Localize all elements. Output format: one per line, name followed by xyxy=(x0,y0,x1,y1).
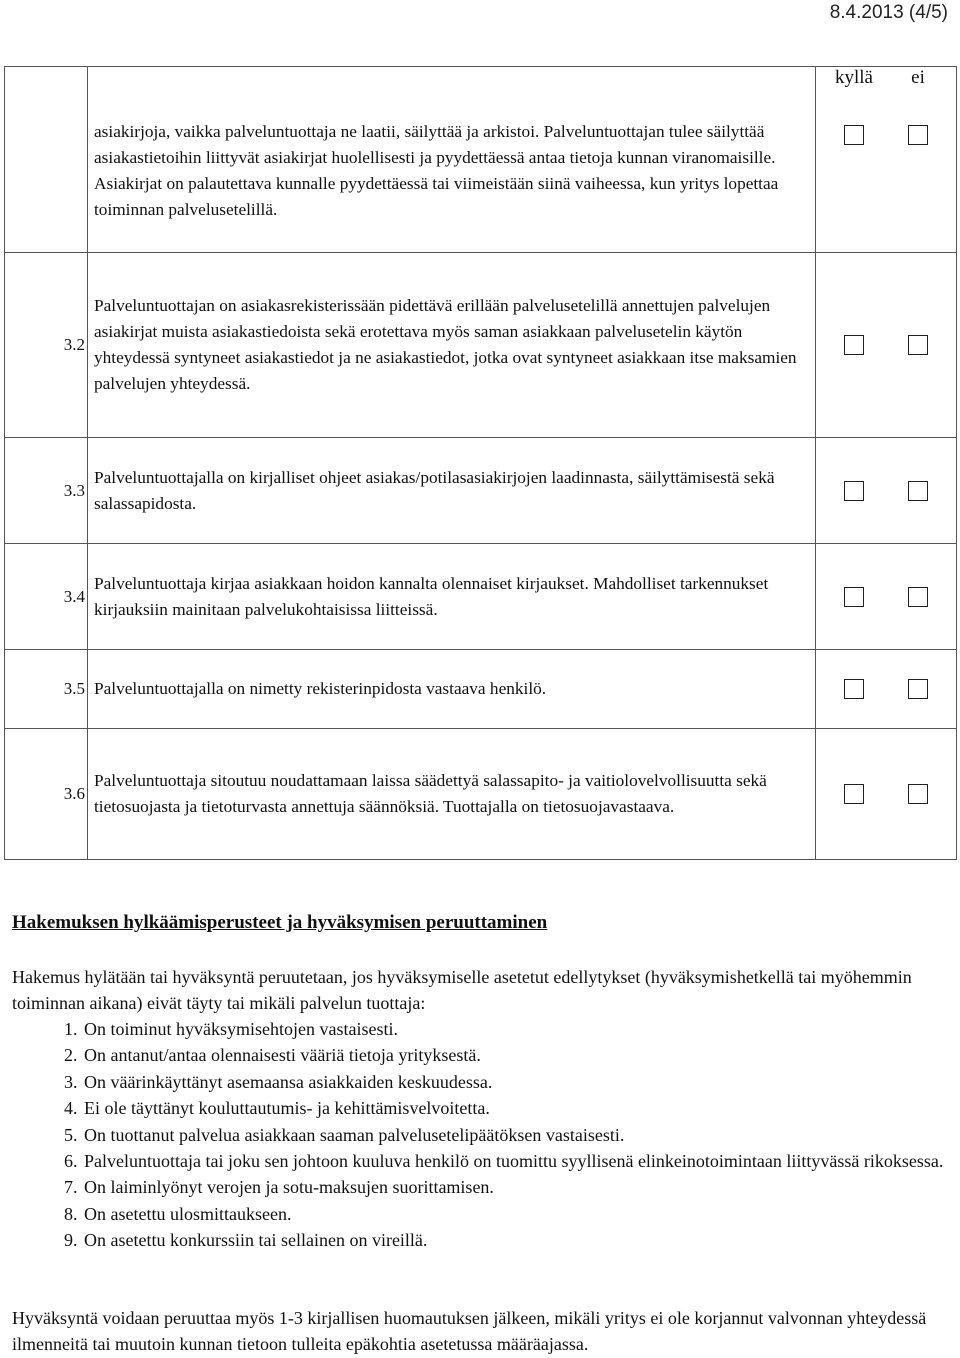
yes-checkbox[interactable] xyxy=(844,335,864,355)
answer-cell xyxy=(816,544,957,650)
row-number: 3.5 xyxy=(5,650,88,729)
no-checkbox[interactable] xyxy=(908,335,928,355)
answer-cell xyxy=(816,253,957,438)
closing-paragraph: Hyväksyntä voidaan peruuttaa myös 1-3 kirjallisen huomautuksen jälkeen, mikäli yritys ei ole korjannut valvonnan yhteydessä ilmenneitä tai muutoin kunnan tietoon tulleita epäkohtia asetetussa määräajassa. xyxy=(12,1308,927,1354)
table-row xyxy=(5,438,957,544)
yes-checkbox[interactable] xyxy=(844,125,864,145)
rejection-reasons-list xyxy=(12,1016,960,1254)
table-row xyxy=(5,544,957,650)
list-item: 4. Ei ole täyttänyt kouluttautumis- ja kehittämisvelvoitetta. xyxy=(82,1095,960,1121)
list-item: 6. Palveluntuottaja tai joku sen johtoon kuuluva henkilö on tuomittu syyllisenä elinkeinotoimintaan liittyvässä rikoksessa. xyxy=(82,1148,960,1174)
row-text: Palveluntuottaja kirjaa asiakkaan hoidon kannalta olennaiset kirjaukset. Mahdolliset tarkennukset kirjauksiin mainitaan palvelukohtaisissa liitteissä. xyxy=(88,544,816,650)
list-item: 2. On antanut/antaa olennaisesti vääriä tietoja yrityksestä. xyxy=(82,1042,960,1068)
column-header-no: ei xyxy=(911,67,925,88)
row-number: 3.2 xyxy=(5,253,88,438)
row-text: Palveluntuottajalla on nimetty rekisterinpidosta vastaava henkilö. xyxy=(88,650,816,729)
answer-cell xyxy=(816,67,957,253)
yes-checkbox[interactable] xyxy=(844,481,864,501)
checklist-table xyxy=(4,66,957,860)
yes-checkbox[interactable] xyxy=(844,784,864,804)
column-header-yes: kyllä xyxy=(835,67,873,88)
no-checkbox[interactable] xyxy=(908,587,928,607)
row-number: 3.3 xyxy=(5,438,88,544)
answer-cell xyxy=(816,729,957,860)
row-number: 3.4 xyxy=(5,544,88,650)
row-text: Palveluntuottajan on asiakasrekisterissään pidettävä erillään palvelusetelillä annettujen palvelujen asiakirjat muista asiakastiedoista sekä erotettava myös saman asiakkaan palvelusetelin käytön yhteydessä syntyneet asiakastiedot ja ne asiakastiedot, jotka ovat syntyneet asiakkaan itse maksamien palvelujen yhteydessä. xyxy=(88,253,816,438)
table-row xyxy=(5,729,957,860)
table-row xyxy=(5,650,957,729)
page-date-header: 8.4.2013 (4/5) xyxy=(829,2,948,23)
row-number: 3.6 xyxy=(5,729,88,860)
no-checkbox[interactable] xyxy=(908,125,928,145)
table-row xyxy=(5,67,957,253)
section-title: Hakemuksen hylkäämisperusteet ja hyväksymisen peruuttaminen xyxy=(12,912,548,933)
table-row xyxy=(5,253,957,438)
list-item: 8. On asetettu ulosmittaukseen. xyxy=(82,1201,960,1227)
list-item: 7. On laiminlyönyt verojen ja sotu-maksujen suorittamisen. xyxy=(82,1174,960,1200)
list-item: 9. On asetettu konkurssiin tai sellainen on vireillä. xyxy=(82,1227,960,1253)
row-number xyxy=(5,67,88,253)
no-checkbox[interactable] xyxy=(908,481,928,501)
row-text: Palveluntuottaja sitoutuu noudattamaan laissa säädettyä salassapito- ja vaitiolovelvollisuutta sekä tietosuojasta ja tietoturvasta annettuja säännöksiä. Tuottajalla on tietosuojavastaava. xyxy=(88,729,816,860)
answer-cell xyxy=(816,438,957,544)
no-checkbox[interactable] xyxy=(908,679,928,699)
list-item: 3. On väärinkäyttänyt asemaansa asiakkaiden keskuudessa. xyxy=(82,1069,960,1095)
row-text: asiakirjoja, vaikka palveluntuottaja ne laatii, säilyttää ja arkistoi. Palveluntuottajan tulee säilyttää asiakastietoihin liittyvät asiakirjat huolellisesti ja pyydettäessä antaa tietoja kunnan viranomaisille. Asiakirjat on palautettava kunnalle pyydettäessä tai viimeistään siinä vaiheessa, kun yritys lopettaa toiminnan palvelusetelillä. xyxy=(88,67,816,253)
list-item: 5. On tuottanut palvelua asiakkaan saaman palvelusetelipäätöksen vastaisesti. xyxy=(82,1122,960,1148)
answer-cell xyxy=(816,650,957,729)
yes-checkbox[interactable] xyxy=(844,587,864,607)
yes-checkbox[interactable] xyxy=(844,679,864,699)
no-checkbox[interactable] xyxy=(908,784,928,804)
list-item: 1. On toiminut hyväksymisehtojen vastaisesti. xyxy=(82,1016,960,1042)
row-text: Palveluntuottajalla on kirjalliset ohjeet asiakas/potilasasiakirjojen laadinnasta, säilyttämisestä sekä salassapidosta. xyxy=(88,438,816,544)
intro-paragraph: Hakemus hylätään tai hyväksyntä peruutetaan, jos hyväksymiselle asetetut edellytykset (hyväksymishetkellä tai myöhemmin toiminnan aikana) eivät täyty tai mikäli palvelun tuottaja: xyxy=(12,967,912,1013)
